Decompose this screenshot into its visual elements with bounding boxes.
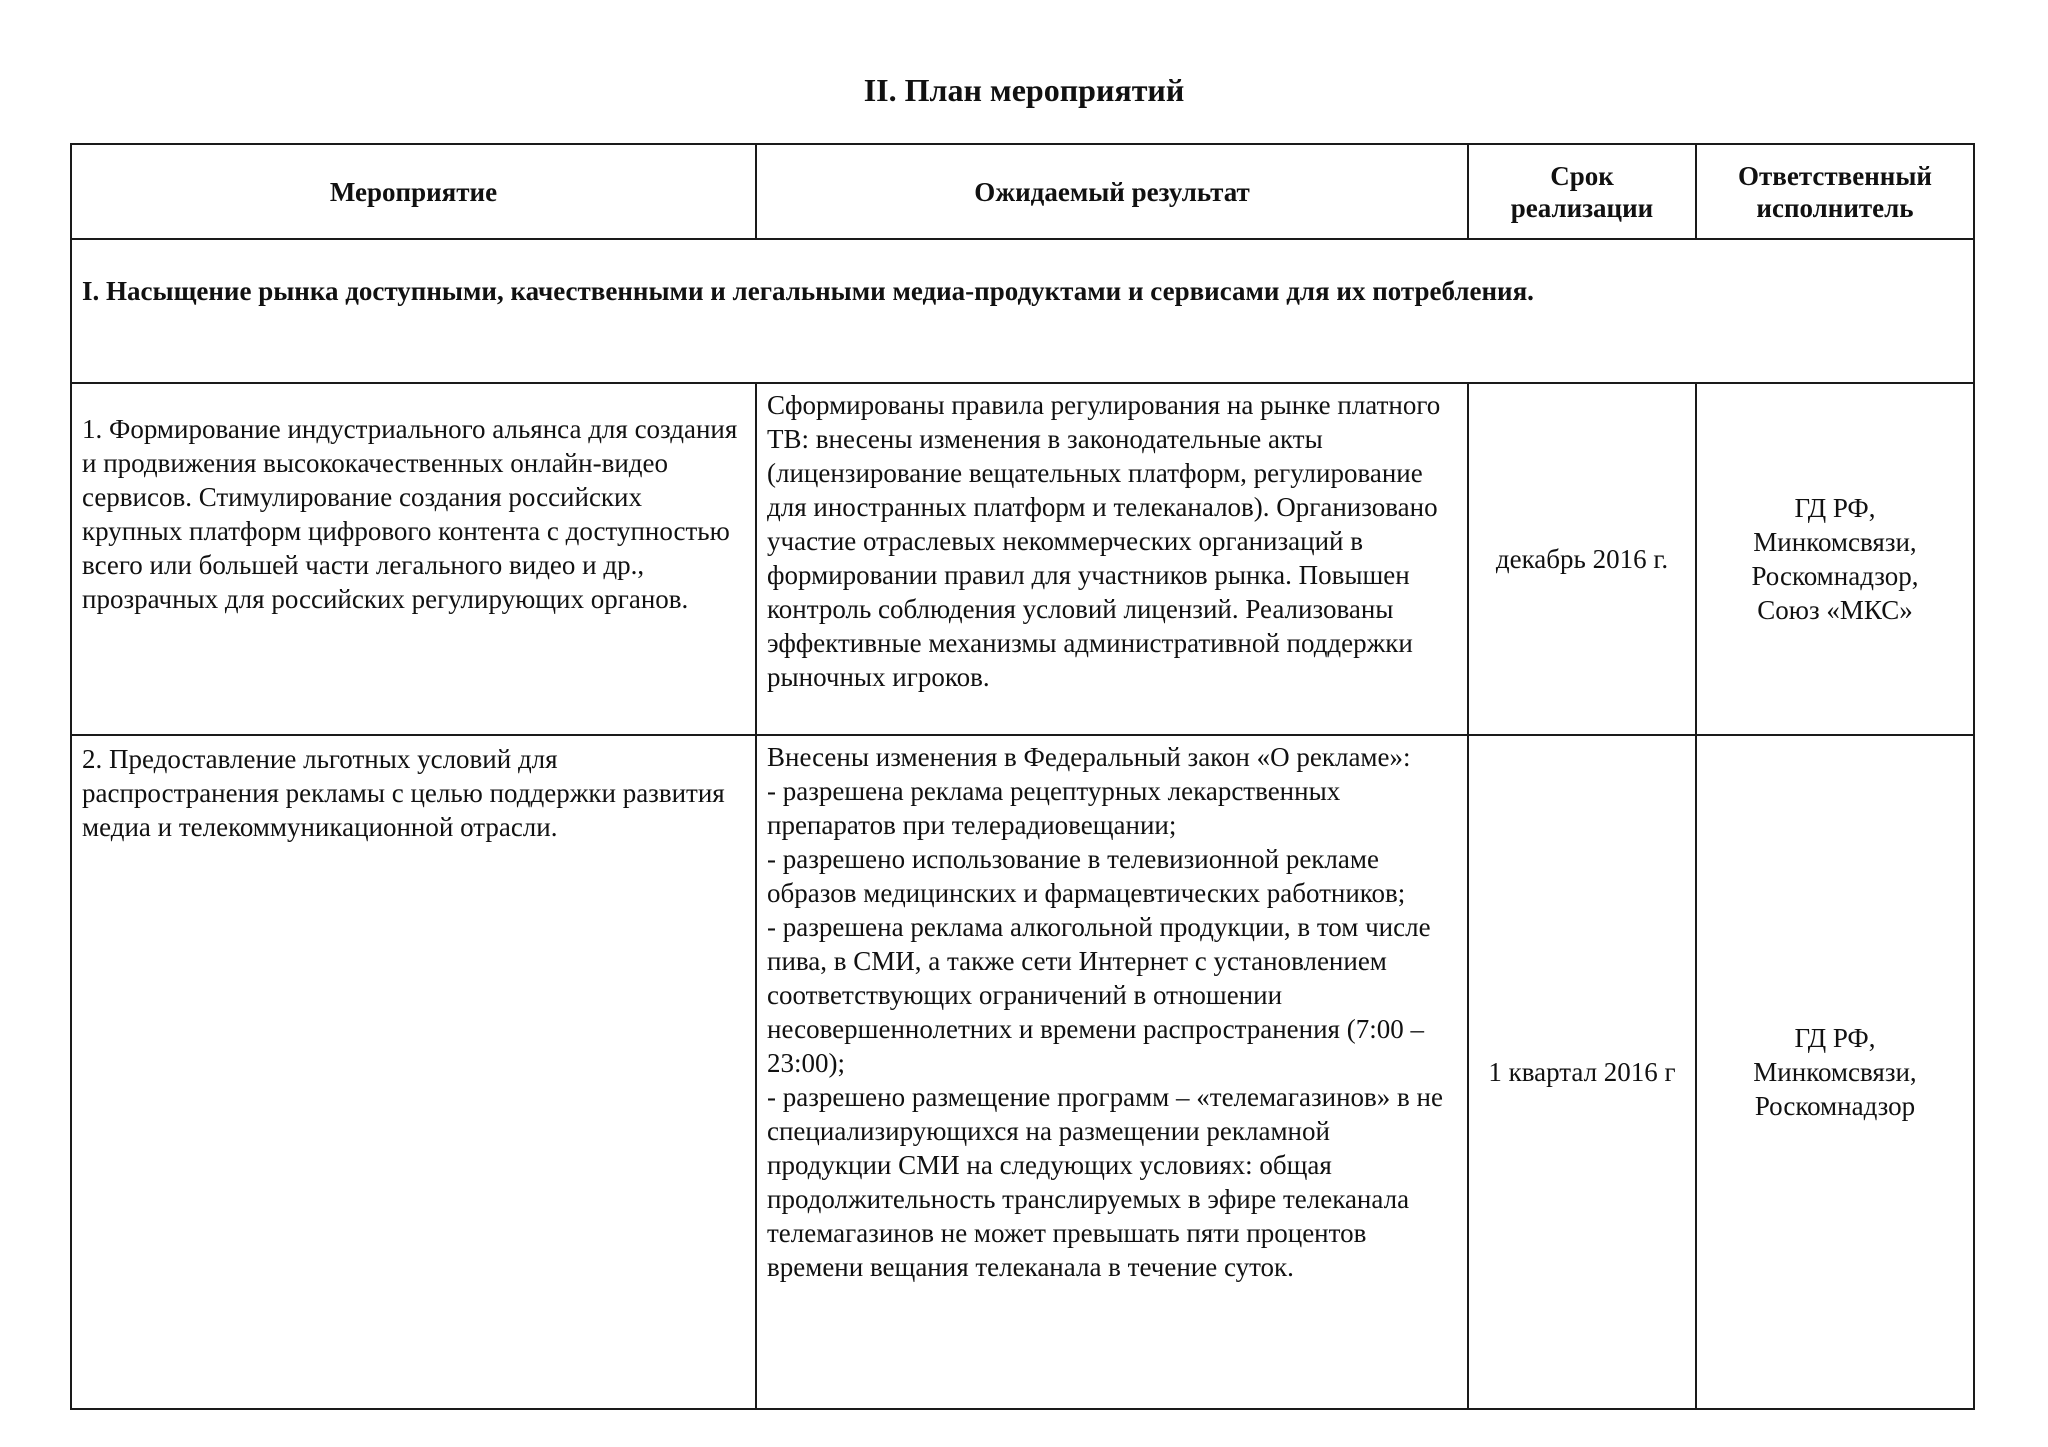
plan-table xyxy=(70,143,1975,1410)
row-1-responsible-line: Роскомнадзор, xyxy=(1751,561,1919,591)
header-deadline-line1: Срок xyxy=(1550,160,1614,191)
row-2-result-line: - разрешена реклама рецептурных лекарственных препаратов при телерадиовещании; xyxy=(767,776,1341,840)
header-row xyxy=(71,144,1974,239)
row-2-result-line: - разрешена реклама алкогольной продукции, в том числе пива, в СМИ, а также сети Интернет с установлением соответствующих ограничений в отношении несовершеннолетних и времени распространения (7:00 – 23:00); xyxy=(767,912,1431,1078)
row-1-responsible-line: Минкомсвязи, xyxy=(1753,527,1917,557)
row-2-responsible-line: Минкомсвязи, xyxy=(1753,1057,1917,1087)
table-row xyxy=(71,735,1974,1409)
page-title: II. План мероприятий xyxy=(863,72,1185,108)
section-row xyxy=(71,239,1974,383)
header-result: Ожидаемый результат xyxy=(756,144,1468,239)
header-responsible-line2: исполнитель xyxy=(1756,192,1914,223)
header-deadline-line2: реализации xyxy=(1510,192,1654,223)
section-heading-text: I. Насыщение рынка доступными, качественными и легальными медиа-продуктами и сервисами для их потребления. xyxy=(82,276,1534,306)
row-1-responsible xyxy=(1696,383,1974,735)
row-1-activity: 1. Формирование индустриального альянса для создания и продвижения высококачественных онлайн-видео сервисов. Стимулирование создания российских крупных платформ цифрового контента с доступностью всего или большей части легального видео и др., прозрачных для российских регулирующих органов. xyxy=(71,383,756,735)
header-responsible-line1: Ответственный xyxy=(1738,160,1932,191)
header-activity: Мероприятие xyxy=(71,144,756,239)
header-deadline xyxy=(1468,144,1696,239)
row-2-result-line: - разрешено использование в телевизионной рекламе образов медицинских и фармацевтических работников; xyxy=(767,844,1406,908)
row-2-result-line: Внесены изменения в Федеральный закон «О рекламе»: xyxy=(767,742,1411,772)
row-2-deadline: 1 квартал 2016 г xyxy=(1468,735,1696,1409)
header-responsible xyxy=(1696,144,1974,239)
row-2-activity: 2. Предоставление льготных условий для распространения рекламы с целью поддержки развития медиа и телекоммуникационной отрасли. xyxy=(71,735,756,1409)
row-2-responsible-line: Роскомнадзор xyxy=(1754,1091,1916,1121)
section-heading xyxy=(71,239,1974,383)
row-2-result xyxy=(756,735,1468,1409)
row-1-result: Сформированы правила регулирования на рынке платного ТВ: внесены изменения в законодательные акты (лицензирование вещательных платформ, регулирование для иностранных платформ и телеканалов). Организовано участие отраслевых некоммерческих организаций в формировании правил для участников рынка. Повышен контроль соблюдения условий лицензий. Реализованы эффективные механизмы административной поддержки рыночных игроков. xyxy=(756,383,1468,735)
row-2-responsible xyxy=(1696,735,1974,1409)
row-2-result-line: - разрешено размещение программ – «телемагазинов» в не специализирующихся на размещении рекламной продукции СМИ на следующих условиях: общая продолжительность транслируемых в эфире телеканала телемагазинов не может превышать пяти процентов времени вещания телеканала в течение суток. xyxy=(767,1082,1443,1282)
row-2-responsible-line: ГД РФ, xyxy=(1794,1023,1876,1053)
row-1-responsible-line: ГД РФ, xyxy=(1794,493,1876,523)
row-1-responsible-line: Союз «МКС» xyxy=(1757,595,1913,625)
table-row xyxy=(71,383,1974,735)
row-1-deadline: декабрь 2016 г. xyxy=(1468,383,1696,735)
